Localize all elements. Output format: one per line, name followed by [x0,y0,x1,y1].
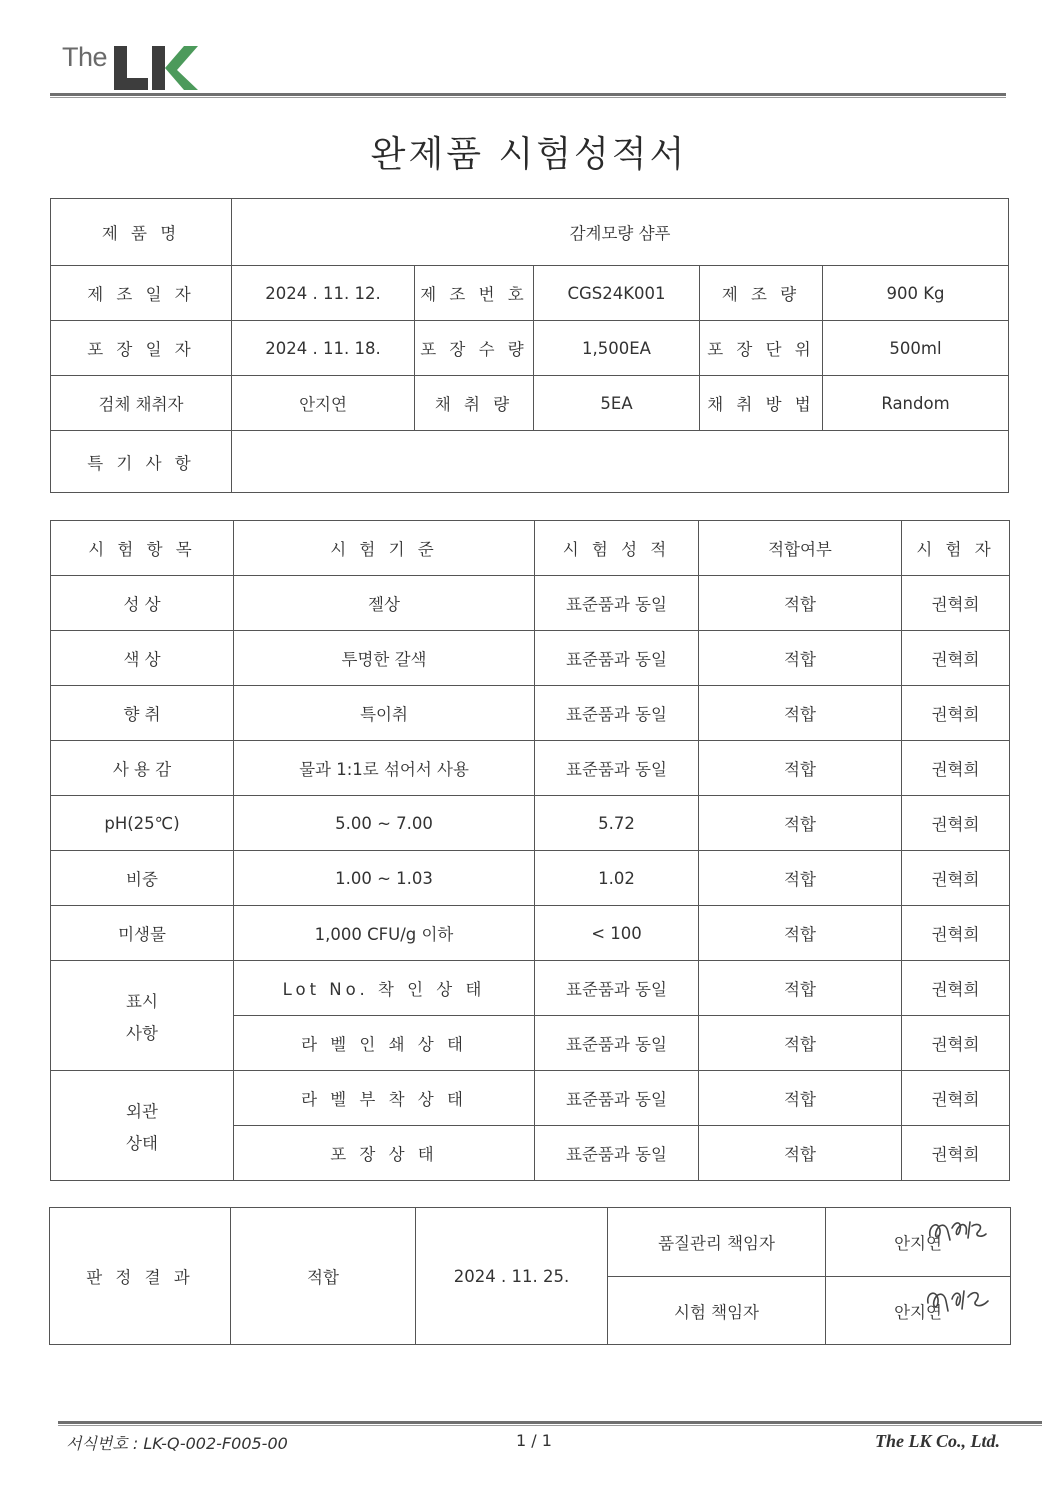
test-result: < 100 [535,906,699,961]
product-info-table [50,198,1009,493]
sample-qty-label: 채 취 량 [415,376,534,431]
form-number: 서식번호 : LK-Q-002-F005-00 [66,1434,288,1453]
pack-date-label: 포 장 일 자 [51,321,232,376]
test-pass: 적합 [699,851,902,906]
group-label-line1: 외관 [126,1101,158,1121]
test-standard: 젤상 [234,576,535,631]
mfg-no-value: CGS24K001 [534,266,700,321]
test-manager-cell [826,1277,1011,1345]
test-manager-signature-block [894,1299,942,1323]
test-standard: 포 장 상 태 [234,1126,535,1181]
test-item-group-appearance [51,1071,234,1181]
test-result: 5.72 [535,796,699,851]
test-result: 표준품과 동일 [535,631,699,686]
mfg-date-value: 2024 . 11. 12. [232,266,415,321]
test-result: 1.02 [535,851,699,906]
test-tester: 권혁희 [902,686,1010,741]
qc-manager-cell [826,1208,1011,1277]
table-row [51,906,1010,961]
test-item-group-marking [51,961,234,1071]
header-pass: 적합여부 [699,521,902,576]
test-header-row [51,521,1010,576]
judgement-date: 2024 . 11. 25. [416,1208,608,1345]
test-item: pH(25℃) [51,796,234,851]
test-item: 비중 [51,851,234,906]
table-row [51,631,1010,686]
header-test-result: 시 험 성 적 [535,521,699,576]
mfg-date-label: 제 조 일 자 [51,266,232,321]
table-row [51,851,1010,906]
company-name: The LK Co., Ltd. [875,1431,1000,1451]
test-tester: 권혁희 [902,631,1010,686]
test-result: 표준품과 동일 [535,576,699,631]
test-tester: 권혁희 [902,961,1010,1016]
group-label-line1: 표시 [126,991,158,1011]
pack-qty-label: 포 장 수 량 [415,321,534,376]
sample-method-label: 채 취 방 법 [700,376,823,431]
qc-manager-label: 품질관리 책임자 [608,1208,826,1277]
page-number: 1 / 1 [516,1431,552,1450]
test-result: 표준품과 동일 [535,1071,699,1126]
sample-method-value: Random [823,376,1009,431]
test-standard: 1,000 CFU/g 이하 [234,906,535,961]
test-result: 표준품과 동일 [535,1126,699,1181]
test-tester: 권혁희 [902,796,1010,851]
test-tester: 권혁희 [902,1016,1010,1071]
test-results-table [50,520,1010,1181]
test-standard: 라 벨 부 착 상 태 [234,1071,535,1126]
test-item: 성 상 [51,576,234,631]
test-pass: 적합 [699,796,902,851]
test-tester: 권혁희 [902,906,1010,961]
qc-manager-name: 안지연 [894,1234,942,1253]
test-standard: 투명한 갈색 [234,631,535,686]
remarks-label: 특 기 사 항 [51,431,232,493]
test-manager-label: 시험 책임자 [608,1277,826,1345]
test-standard: 1.00 ~ 1.03 [234,851,535,906]
test-result: 표준품과 동일 [535,1016,699,1071]
footer-rule [58,1421,1042,1424]
test-tester: 권혁희 [902,576,1010,631]
test-result: 표준품과 동일 [535,686,699,741]
test-tester: 권혁희 [902,1126,1010,1181]
table-row [51,796,1010,851]
product-name-label: 제 품 명 [51,199,232,266]
logo-text: The [62,42,108,72]
test-pass: 적합 [699,1126,902,1181]
test-pass: 적합 [699,906,902,961]
test-pass: 적합 [699,1016,902,1071]
pack-unit-label: 포 장 단 위 [700,321,823,376]
test-item: 향 취 [51,686,234,741]
sample-qty-value: 5EA [534,376,700,431]
mfg-qty-label: 제 조 량 [700,266,823,321]
signature-icon [924,1283,990,1317]
test-tester: 권혁희 [902,741,1010,796]
judgement-result: 적합 [231,1208,416,1345]
judgement-label: 판 정 결 과 [50,1208,231,1345]
header-test-item: 시 험 항 목 [51,521,234,576]
table-row [51,686,1010,741]
table-row [51,1071,1010,1126]
header-rule-thin [50,97,1006,98]
test-result: 표준품과 동일 [535,961,699,1016]
document-title: 완제품 시험성적서 [370,134,688,175]
table-row [51,961,1010,1016]
footer-rule-thin [58,1425,1042,1426]
info-row-product [51,199,1009,266]
test-standard: 특이취 [234,686,535,741]
sampler-value: 안지연 [232,376,415,431]
lk-logo-icon [114,42,198,92]
test-item: 미생물 [51,906,234,961]
info-row-packaging [51,321,1009,376]
test-pass: 적합 [699,961,902,1016]
mfg-no-label: 제 조 번 호 [415,266,534,321]
group-label-line2: 사항 [126,1023,158,1043]
judgement-table [49,1207,1011,1345]
test-pass: 적합 [699,631,902,686]
info-row-remarks [51,431,1009,493]
group-label-line2: 상태 [126,1133,158,1153]
pack-date-value: 2024 . 11. 18. [232,321,415,376]
judgement-row-qc [50,1208,1011,1277]
product-name-value: 감계모량 샴푸 [232,199,1009,266]
test-tester: 권혁희 [902,1071,1010,1126]
table-row [51,741,1010,796]
test-pass: 적합 [699,1071,902,1126]
test-standard: Lot No. 착 인 상 태 [234,961,535,1016]
test-standard: 라 벨 인 쇄 상 태 [234,1016,535,1071]
test-standard: 물과 1:1로 섞어서 사용 [234,741,535,796]
test-pass: 적합 [699,741,902,796]
info-row-manufacture [51,266,1009,321]
header-tester: 시 험 자 [902,521,1010,576]
remarks-value [232,431,1009,493]
test-item: 색 상 [51,631,234,686]
test-standard: 5.00 ~ 7.00 [234,796,535,851]
info-row-sampling [51,376,1009,431]
header-test-standard: 시 험 기 준 [234,521,535,576]
test-tester: 권혁희 [902,851,1010,906]
test-result: 표준품과 동일 [535,741,699,796]
pack-unit-value: 500ml [823,321,1009,376]
qc-manager-signature-block [894,1230,942,1254]
table-row [51,576,1010,631]
signature-icon [924,1214,988,1248]
header-rule [50,93,1006,96]
pack-qty-value: 1,500EA [534,321,700,376]
test-pass: 적합 [699,576,902,631]
test-item: 사 용 감 [51,741,234,796]
mfg-qty-value: 900 Kg [823,266,1009,321]
sampler-label: 검체 채취자 [51,376,232,431]
test-pass: 적합 [699,686,902,741]
test-manager-name: 안지연 [894,1302,942,1322]
